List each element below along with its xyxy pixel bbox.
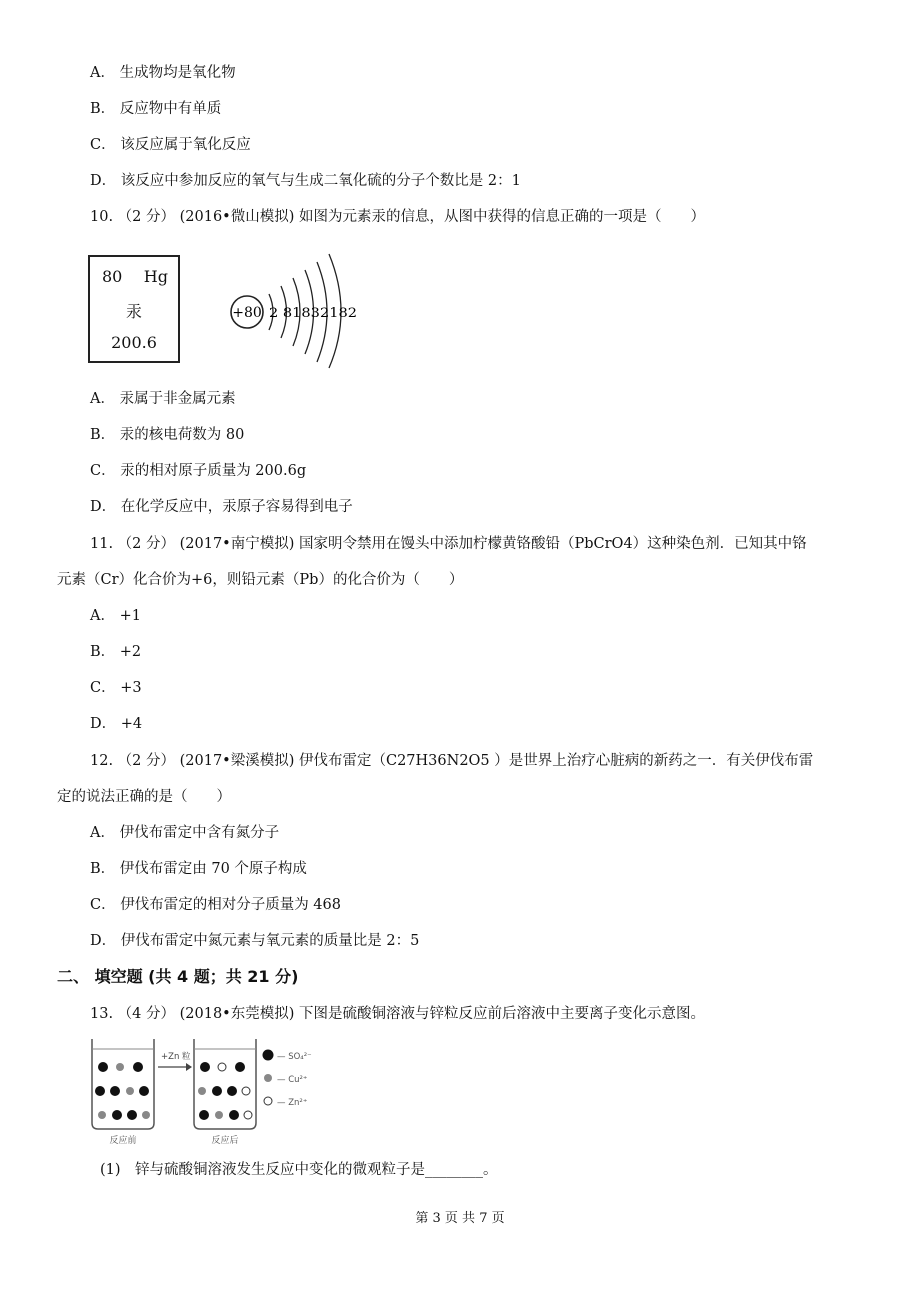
page-footer: 第 3 页 共 7 页 — [415, 1211, 505, 1226]
copper-ion — [142, 1111, 150, 1119]
sulfate-ion — [127, 1110, 137, 1120]
q10-option-a: A． 汞属于非金属元素 — [90, 391, 236, 407]
legend-copper-swatch — [264, 1074, 272, 1082]
sulfate-ion — [212, 1086, 222, 1096]
q11-option-d: D． +4 — [90, 716, 143, 732]
q13-sub1: (1) 锌与硫酸铜溶液发生反应中变化的微观粒子是________。 — [100, 1162, 498, 1178]
zinc-ion — [218, 1063, 226, 1071]
after-label: 反应后 — [211, 1136, 239, 1146]
element-mass: 200.6 — [111, 333, 157, 352]
zinc-ion — [244, 1111, 252, 1119]
q11-stem-line1: 11. （2 分） (2017•南宁模拟) 国家明令禁用在馒头中添加柠檬黄铬酸铅（PbCrO4）这种染色剂．已知其中铬 — [90, 536, 807, 552]
element-name: 汞 — [125, 302, 142, 321]
atom-structure-diagram — [225, 250, 365, 370]
q11-option-b: B． +2 — [90, 644, 142, 660]
legend-sulfate: — SO₄²⁻ — [277, 1052, 312, 1062]
sulfate-ion — [98, 1062, 108, 1072]
q10-option-b: B． 汞的核电荷数为 80 — [90, 427, 245, 443]
element-symbol: Hg — [143, 267, 168, 286]
electron-shell-counts: 2 81832182 — [269, 306, 357, 321]
q12-option-d: D． 伊伐布雷定中氮元素与氧元素的质量比是 2：5 — [90, 933, 420, 949]
q9-option-c: C． 该反应属于氧化反应 — [90, 137, 251, 153]
legend-zinc: — Zn²⁺ — [277, 1098, 308, 1108]
q12-option-c: C． 伊伐布雷定的相对分子质量为 468 — [90, 897, 341, 913]
atom-nucleus-label: +80 — [232, 305, 262, 321]
copper-ion — [116, 1063, 124, 1071]
zinc-ion — [242, 1087, 250, 1095]
q10-stem: 10. （2 分） (2016•微山模拟) 如图为元素汞的信息，从图中获得的信息正确的一项是（ ） — [90, 209, 705, 225]
copper-ion — [98, 1111, 106, 1119]
sulfate-ion — [139, 1086, 149, 1096]
element-number: 80 — [102, 267, 123, 286]
arrow-label: +Zn 粒 — [161, 1052, 191, 1062]
q9-option-b: B． 反应物中有单质 — [90, 101, 222, 117]
q12-stem-line1: 12. （2 分） (2017•梁溪模拟) 伊伐布雷定（C27H36N2O5 ）是世界上治疗心脏病的新药之一．有关伊伐布雷 — [90, 753, 814, 769]
q11-stem-line2: 元素（Cr）化合价为+6，则铅元素（Pb）的化合价为（ ） — [57, 572, 464, 588]
copper-ion — [126, 1087, 134, 1095]
q11-option-c: C． +3 — [90, 680, 142, 696]
before-label: 反应前 — [109, 1136, 137, 1146]
sulfate-ion — [200, 1062, 210, 1072]
sulfate-ion — [227, 1086, 237, 1096]
q11-option-a: A． +1 — [90, 608, 141, 624]
legend-sulfate-swatch — [263, 1050, 274, 1061]
sulfate-ion — [235, 1062, 245, 1072]
element-card — [88, 255, 180, 363]
sulfate-ion — [133, 1062, 143, 1072]
legend-zinc-swatch — [264, 1097, 272, 1105]
q9-option-d: D． 该反应中参加反应的氧气与生成二氧化硫的分子个数比是 2：1 — [90, 173, 521, 189]
q10-option-c: C． 汞的相对原子质量为 200.6g — [90, 463, 307, 479]
sulfate-ion — [95, 1086, 105, 1096]
sulfate-ion — [112, 1110, 122, 1120]
section-2-heading: 二、 填空题 (共 4 题；共 21 分) — [57, 967, 299, 986]
sulfate-ion — [199, 1110, 209, 1120]
q13-stem: 13. （4 分） (2018•东莞模拟) 下图是硫酸铜溶液与锌粒反应前后溶液中主要离子变化示意图。 — [90, 1006, 705, 1022]
q12-option-a: A． 伊伐布雷定中含有氮分子 — [90, 825, 280, 841]
legend-copper: — Cu²⁺ — [277, 1075, 308, 1085]
q12-stem-line2: 定的说法正确的是（ ） — [57, 789, 231, 805]
q10-option-d: D． 在化学反应中，汞原子容易得到电子 — [90, 499, 353, 515]
sulfate-ion — [229, 1110, 239, 1120]
sulfate-ion — [110, 1086, 120, 1096]
q12-option-b: B． 伊伐布雷定由 70 个原子构成 — [90, 861, 307, 877]
copper-ion — [198, 1087, 206, 1095]
q9-option-a: A． 生成物均是氧化物 — [90, 65, 236, 81]
copper-ion — [215, 1111, 223, 1119]
reaction-arrowhead — [186, 1063, 192, 1071]
ion-change-diagram — [86, 1035, 346, 1147]
